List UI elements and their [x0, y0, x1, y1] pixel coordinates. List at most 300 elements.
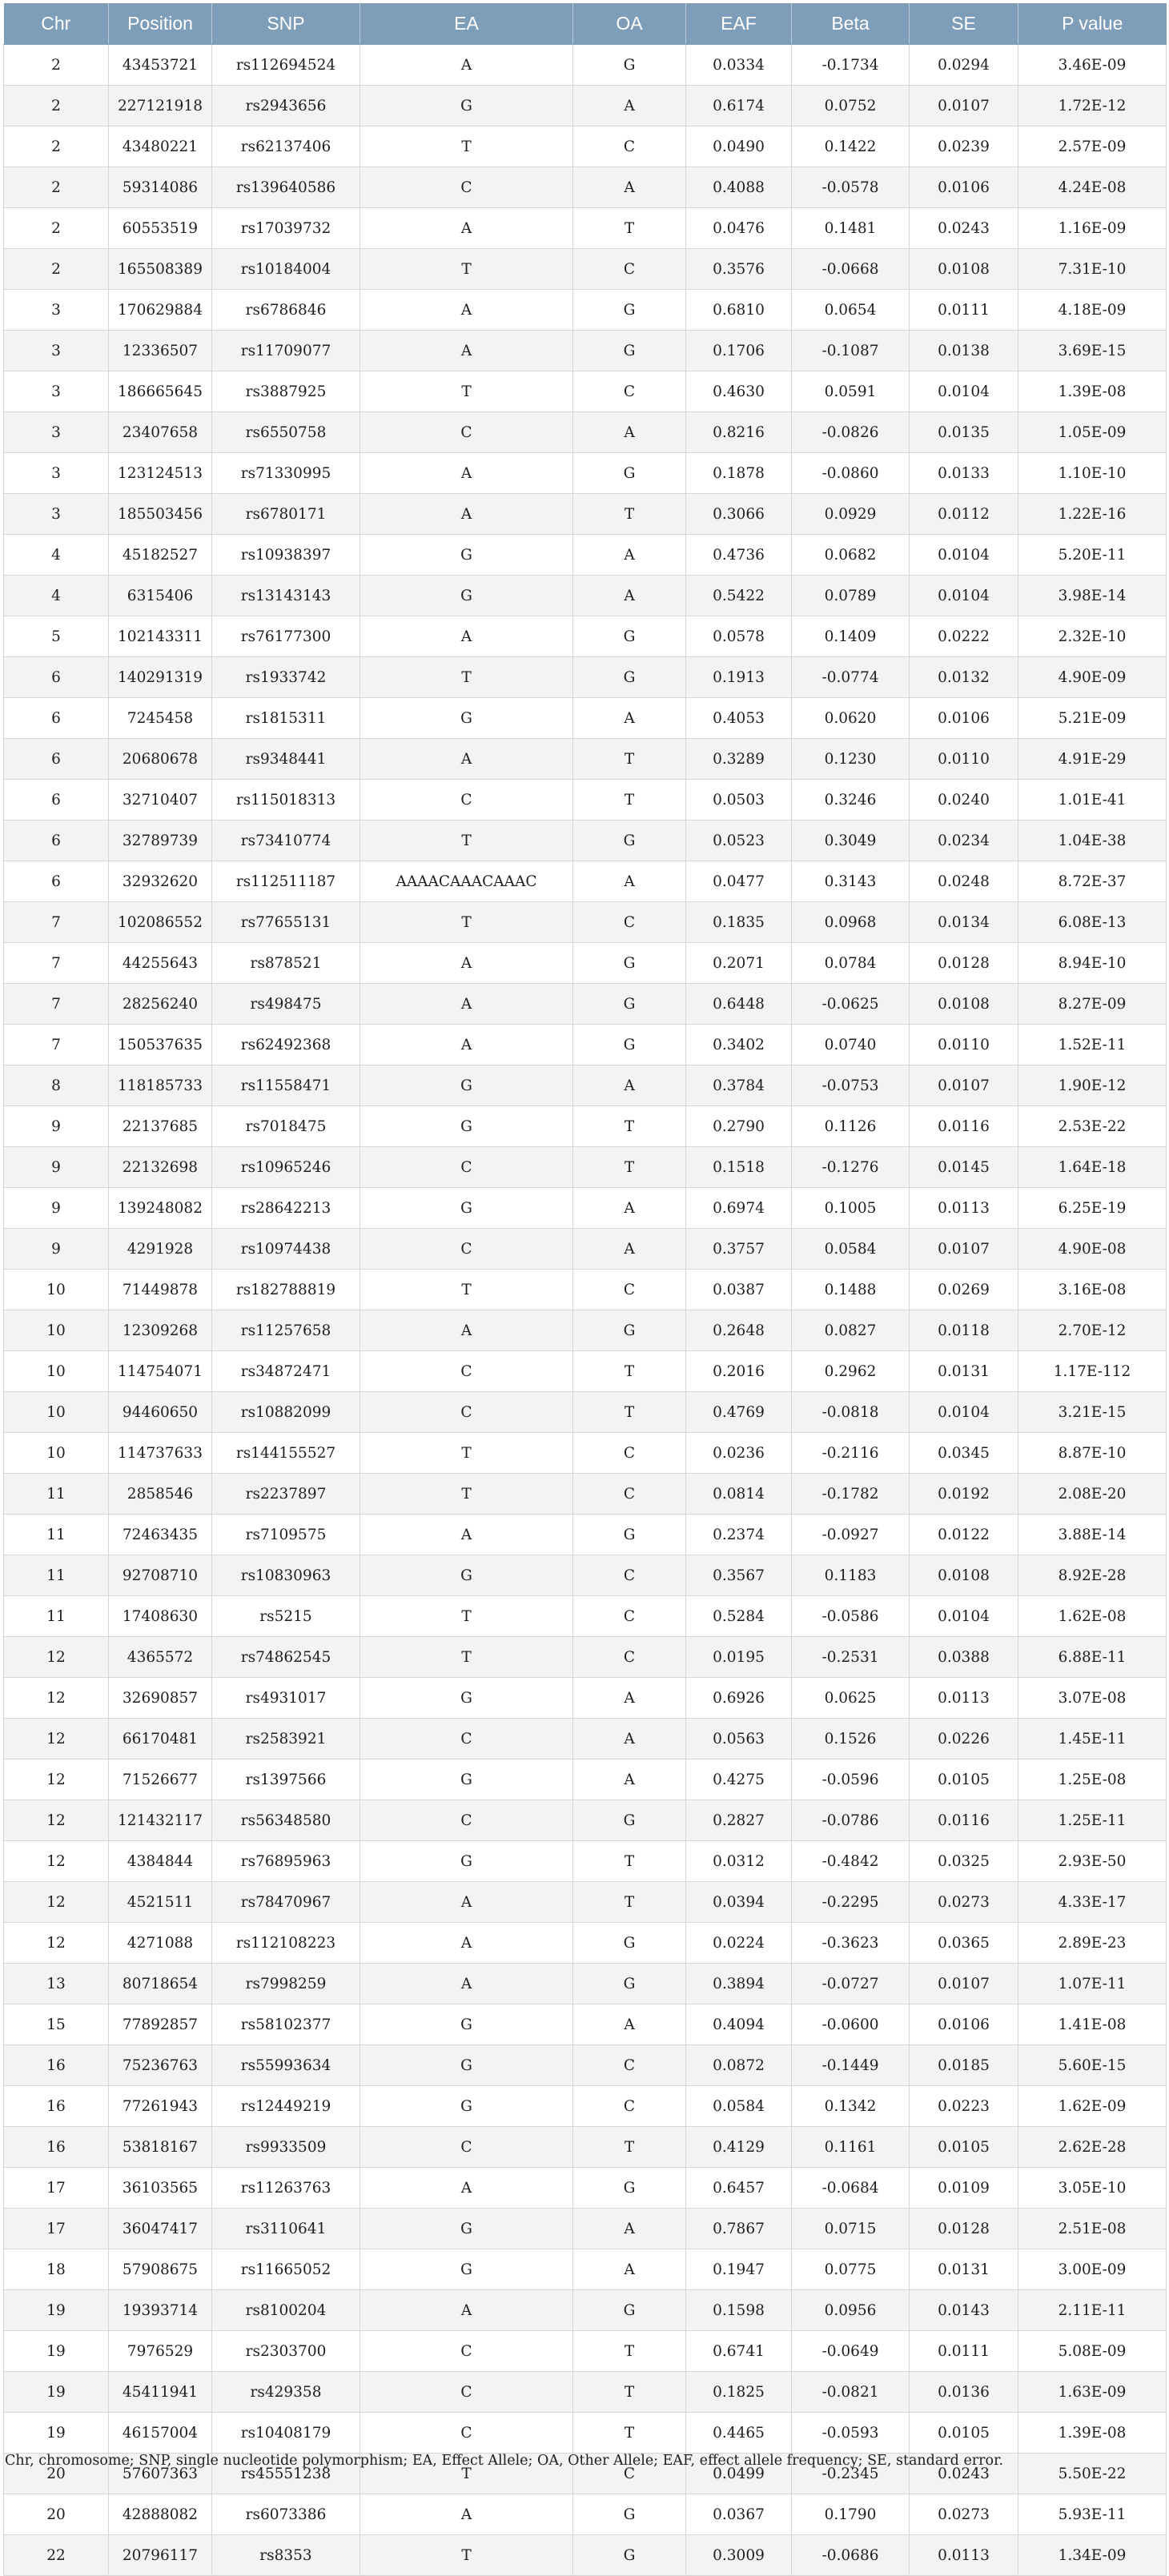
oa-cell: G: [573, 943, 686, 984]
oa-cell: G: [573, 1923, 686, 1964]
oa-cell: C: [573, 1596, 686, 1637]
beta-cell: -0.0593: [792, 2413, 910, 2454]
position-cell: 53818167: [109, 2127, 212, 2168]
ea-cell: G: [360, 1555, 573, 1596]
beta-cell: 0.1488: [792, 1270, 910, 1310]
chr-cell: 18: [4, 2249, 109, 2290]
eaf-cell: 0.3402: [686, 1025, 792, 1065]
position-cell: 32710407: [109, 780, 212, 821]
position-cell: 140291319: [109, 657, 212, 698]
p-value-cell: 8.27E-09: [1018, 984, 1167, 1025]
oa-cell: T: [573, 1392, 686, 1433]
p-value-cell: 3.98E-14: [1018, 576, 1167, 616]
oa-cell: G: [573, 45, 686, 86]
table-row: [4, 943, 1167, 984]
header-p-value: P value: [1018, 3, 1167, 45]
snp-cell: rs76177300: [212, 616, 360, 657]
position-cell: 22137685: [109, 1106, 212, 1147]
p-value-cell: 3.05E-10: [1018, 2168, 1167, 2209]
snp-cell: rs2583921: [212, 1719, 360, 1759]
p-value-cell: 1.62E-09: [1018, 2086, 1167, 2127]
eaf-cell: 0.4094: [686, 2004, 792, 2045]
eaf-cell: 0.0236: [686, 1433, 792, 1474]
position-cell: 4365572: [109, 1637, 212, 1678]
se-cell: 0.0269: [910, 1270, 1018, 1310]
eaf-cell: 0.2648: [686, 1310, 792, 1351]
chr-cell: 4: [4, 535, 109, 576]
se-cell: 0.0131: [910, 2249, 1018, 2290]
table-row: [4, 45, 1167, 86]
p-value-cell: 1.04E-38: [1018, 821, 1167, 861]
oa-cell: T: [573, 739, 686, 780]
beta-cell: -0.0596: [792, 1759, 910, 1800]
ea-cell: T: [360, 126, 573, 167]
snp-cell: rs112694524: [212, 45, 360, 86]
table-header: [4, 3, 1167, 45]
ea-cell: T: [360, 1637, 573, 1678]
oa-cell: A: [573, 861, 686, 902]
header-snp: SNP: [212, 3, 360, 45]
position-cell: 7245458: [109, 698, 212, 739]
se-cell: 0.0112: [910, 494, 1018, 535]
se-cell: 0.0134: [910, 902, 1018, 943]
table-row: [4, 1392, 1167, 1433]
beta-cell: -0.2116: [792, 1433, 910, 1474]
table-row: [4, 657, 1167, 698]
ea-cell: C: [360, 1147, 573, 1188]
position-cell: 170629884: [109, 290, 212, 331]
oa-cell: A: [573, 1719, 686, 1759]
table-row: [4, 2209, 1167, 2249]
ea-cell: A: [360, 739, 573, 780]
table-row: [4, 1678, 1167, 1719]
table-row: [4, 739, 1167, 780]
position-cell: 45182527: [109, 535, 212, 576]
se-cell: 0.0110: [910, 739, 1018, 780]
chr-cell: 20: [4, 2494, 109, 2535]
position-cell: 2858546: [109, 1474, 212, 1515]
oa-cell: G: [573, 1800, 686, 1841]
table-row: [4, 2004, 1167, 2045]
ea-cell: C: [360, 1800, 573, 1841]
p-value-cell: 1.05E-09: [1018, 412, 1167, 453]
position-cell: 121432117: [109, 1800, 212, 1841]
p-value-cell: 5.21E-09: [1018, 698, 1167, 739]
p-value-cell: 4.90E-09: [1018, 657, 1167, 698]
eaf-cell: 0.2016: [686, 1351, 792, 1392]
p-value-cell: 1.16E-09: [1018, 208, 1167, 249]
se-cell: 0.0365: [910, 1923, 1018, 1964]
eaf-cell: 0.5422: [686, 576, 792, 616]
snp-cell: rs45551238: [212, 2454, 360, 2494]
oa-cell: G: [573, 657, 686, 698]
eaf-cell: 0.3894: [686, 1964, 792, 2004]
chr-cell: 11: [4, 1596, 109, 1637]
table-row: [4, 290, 1167, 331]
chr-cell: 16: [4, 2086, 109, 2127]
beta-cell: 0.1183: [792, 1555, 910, 1596]
p-value-cell: 2.89E-23: [1018, 1923, 1167, 1964]
table-row: [4, 2331, 1167, 2372]
snp-cell: rs6786846: [212, 290, 360, 331]
oa-cell: A: [573, 2249, 686, 2290]
snp-cell: rs13143143: [212, 576, 360, 616]
oa-cell: T: [573, 1147, 686, 1188]
position-cell: 185503456: [109, 494, 212, 535]
oa-cell: G: [573, 1964, 686, 2004]
snp-cell: rs2237897: [212, 1474, 360, 1515]
chr-cell: 19: [4, 2372, 109, 2413]
ea-cell: A: [360, 1882, 573, 1923]
oa-cell: A: [573, 412, 686, 453]
p-value-cell: 5.50E-22: [1018, 2454, 1167, 2494]
snp-cell: rs115018313: [212, 780, 360, 821]
chr-cell: 2: [4, 86, 109, 126]
header-position: Position: [109, 3, 212, 45]
table-row: [4, 1433, 1167, 1474]
chr-cell: 11: [4, 1474, 109, 1515]
oa-cell: T: [573, 780, 686, 821]
eaf-cell: 0.2790: [686, 1106, 792, 1147]
table-row: [4, 535, 1167, 576]
se-cell: 0.0273: [910, 2494, 1018, 2535]
eaf-cell: 0.6741: [686, 2331, 792, 2372]
position-cell: 22132698: [109, 1147, 212, 1188]
eaf-cell: 0.3289: [686, 739, 792, 780]
eaf-cell: 0.0814: [686, 1474, 792, 1515]
ea-cell: G: [360, 1759, 573, 1800]
beta-cell: 0.0584: [792, 1229, 910, 1270]
beta-cell: -0.0786: [792, 1800, 910, 1841]
position-cell: 123124513: [109, 453, 212, 494]
ea-cell: G: [360, 86, 573, 126]
beta-cell: 0.3049: [792, 821, 910, 861]
snp-cell: rs11558471: [212, 1065, 360, 1106]
beta-cell: -0.0927: [792, 1515, 910, 1555]
snp-cell: rs62137406: [212, 126, 360, 167]
ea-cell: C: [360, 2413, 573, 2454]
p-value-cell: 2.51E-08: [1018, 2209, 1167, 2249]
chr-cell: 16: [4, 2127, 109, 2168]
snp-cell: rs2303700: [212, 2331, 360, 2372]
oa-cell: T: [573, 494, 686, 535]
p-value-cell: 2.93E-50: [1018, 1841, 1167, 1882]
snp-cell: rs139640586: [212, 167, 360, 208]
p-value-cell: 4.33E-17: [1018, 1882, 1167, 1923]
ea-cell: G: [360, 2004, 573, 2045]
position-cell: 114754071: [109, 1351, 212, 1392]
p-value-cell: 1.45E-11: [1018, 1719, 1167, 1759]
se-cell: 0.0107: [910, 1065, 1018, 1106]
table-row: [4, 2494, 1167, 2535]
beta-cell: 0.0968: [792, 902, 910, 943]
beta-cell: 0.1409: [792, 616, 910, 657]
eaf-cell: 0.6457: [686, 2168, 792, 2209]
eaf-cell: 0.6974: [686, 1188, 792, 1229]
chr-cell: 12: [4, 1759, 109, 1800]
table-row: [4, 1555, 1167, 1596]
eaf-cell: 0.2827: [686, 1800, 792, 1841]
ea-cell: A: [360, 943, 573, 984]
oa-cell: C: [573, 126, 686, 167]
chr-cell: 10: [4, 1270, 109, 1310]
chr-cell: 2: [4, 249, 109, 290]
beta-cell: 0.0929: [792, 494, 910, 535]
snp-cell: rs9348441: [212, 739, 360, 780]
ea-cell: G: [360, 2086, 573, 2127]
beta-cell: 0.1005: [792, 1188, 910, 1229]
se-cell: 0.0113: [910, 2535, 1018, 2576]
se-cell: 0.0109: [910, 2168, 1018, 2209]
eaf-cell: 0.0503: [686, 780, 792, 821]
se-cell: 0.0135: [910, 412, 1018, 453]
chr-cell: 17: [4, 2168, 109, 2209]
eaf-cell: 0.4736: [686, 535, 792, 576]
beta-cell: 0.0740: [792, 1025, 910, 1065]
beta-cell: -0.1734: [792, 45, 910, 86]
oa-cell: A: [573, 698, 686, 739]
chr-cell: 3: [4, 290, 109, 331]
position-cell: 92708710: [109, 1555, 212, 1596]
snp-cell: rs8353: [212, 2535, 360, 2576]
ea-cell: C: [360, 1719, 573, 1759]
ea-cell: T: [360, 1433, 573, 1474]
p-value-cell: 7.31E-10: [1018, 249, 1167, 290]
p-value-cell: 5.08E-09: [1018, 2331, 1167, 2372]
eaf-cell: 0.6926: [686, 1678, 792, 1719]
p-value-cell: 1.52E-11: [1018, 1025, 1167, 1065]
eaf-cell: 0.1706: [686, 331, 792, 371]
table-row: [4, 2086, 1167, 2127]
beta-cell: -0.0684: [792, 2168, 910, 2209]
eaf-cell: 0.4088: [686, 167, 792, 208]
snp-cell: rs10408179: [212, 2413, 360, 2454]
table-row: [4, 1882, 1167, 1923]
snp-cell: rs878521: [212, 943, 360, 984]
snp-cell: rs112108223: [212, 1923, 360, 1964]
p-value-cell: 1.90E-12: [1018, 1065, 1167, 1106]
ea-cell: G: [360, 1188, 573, 1229]
se-cell: 0.0104: [910, 1392, 1018, 1433]
se-cell: 0.0104: [910, 1596, 1018, 1637]
chr-cell: 15: [4, 2004, 109, 2045]
ea-cell: A: [360, 290, 573, 331]
chr-cell: 10: [4, 1433, 109, 1474]
position-cell: 77892857: [109, 2004, 212, 2045]
chr-cell: 13: [4, 1964, 109, 2004]
beta-cell: -0.1782: [792, 1474, 910, 1515]
beta-cell: 0.0827: [792, 1310, 910, 1351]
eaf-cell: 0.0334: [686, 45, 792, 86]
chr-cell: 6: [4, 698, 109, 739]
snp-cell: rs11709077: [212, 331, 360, 371]
oa-cell: A: [573, 167, 686, 208]
snp-cell: rs1933742: [212, 657, 360, 698]
chr-cell: 19: [4, 2290, 109, 2331]
p-value-cell: 6.25E-19: [1018, 1188, 1167, 1229]
position-cell: 23407658: [109, 412, 212, 453]
beta-cell: 0.0654: [792, 290, 910, 331]
eaf-cell: 0.3567: [686, 1555, 792, 1596]
eaf-cell: 0.2374: [686, 1515, 792, 1555]
position-cell: 227121918: [109, 86, 212, 126]
chr-cell: 20: [4, 2454, 109, 2494]
beta-cell: 0.1230: [792, 739, 910, 780]
snp-cell: rs7998259: [212, 1964, 360, 2004]
ea-cell: A: [360, 331, 573, 371]
ea-cell: C: [360, 1392, 573, 1433]
ea-cell: G: [360, 2045, 573, 2086]
beta-cell: -0.2345: [792, 2454, 910, 2494]
p-value-cell: 1.22E-16: [1018, 494, 1167, 535]
se-cell: 0.0240: [910, 780, 1018, 821]
chr-cell: 12: [4, 1637, 109, 1678]
se-cell: 0.0106: [910, 2004, 1018, 2045]
position-cell: 72463435: [109, 1515, 212, 1555]
p-value-cell: 1.72E-12: [1018, 86, 1167, 126]
table-footnote: Chr, chromosome; SNP, single nucleotide polymorphism; EA, Effect Allele; OA, Other Allele; EAF, effect allele frequency; SE, standard error.: [5, 2453, 1004, 2469]
ea-cell: A: [360, 2494, 573, 2535]
oa-cell: T: [573, 1106, 686, 1147]
header-eaf: EAF: [686, 3, 792, 45]
beta-cell: -0.0727: [792, 1964, 910, 2004]
se-cell: 0.0273: [910, 1882, 1018, 1923]
ea-cell: G: [360, 1678, 573, 1719]
p-value-cell: 4.18E-09: [1018, 290, 1167, 331]
oa-cell: A: [573, 86, 686, 126]
position-cell: 94460650: [109, 1392, 212, 1433]
eaf-cell: 0.3757: [686, 1229, 792, 1270]
eaf-cell: 0.0224: [686, 1923, 792, 1964]
oa-cell: T: [573, 208, 686, 249]
p-value-cell: 3.21E-15: [1018, 1392, 1167, 1433]
table-row: [4, 2249, 1167, 2290]
oa-cell: A: [573, 2209, 686, 2249]
snp-cell: rs58102377: [212, 2004, 360, 2045]
chr-cell: 2: [4, 167, 109, 208]
beta-cell: -0.0649: [792, 2331, 910, 2372]
ea-cell: C: [360, 1229, 573, 1270]
oa-cell: C: [573, 2454, 686, 2494]
eaf-cell: 0.0563: [686, 1719, 792, 1759]
p-value-cell: 3.69E-15: [1018, 331, 1167, 371]
table-row: [4, 208, 1167, 249]
snp-cell: rs56348580: [212, 1800, 360, 1841]
chr-cell: 7: [4, 984, 109, 1025]
p-value-cell: 2.70E-12: [1018, 1310, 1167, 1351]
eaf-cell: 0.6810: [686, 290, 792, 331]
ea-cell: G: [360, 2209, 573, 2249]
chr-cell: 3: [4, 494, 109, 535]
eaf-cell: 0.4769: [686, 1392, 792, 1433]
chr-cell: 3: [4, 412, 109, 453]
chr-cell: 5: [4, 616, 109, 657]
ea-cell: G: [360, 2249, 573, 2290]
snp-cell: rs182788819: [212, 1270, 360, 1310]
eaf-cell: 0.0387: [686, 1270, 792, 1310]
beta-cell: 0.0789: [792, 576, 910, 616]
p-value-cell: 2.62E-28: [1018, 2127, 1167, 2168]
eaf-cell: 0.0394: [686, 1882, 792, 1923]
table-row: [4, 1637, 1167, 1678]
position-cell: 150537635: [109, 1025, 212, 1065]
snp-cell: rs10965246: [212, 1147, 360, 1188]
chr-cell: 6: [4, 821, 109, 861]
position-cell: 12336507: [109, 331, 212, 371]
header-row: [4, 3, 1167, 45]
chr-cell: 9: [4, 1229, 109, 1270]
position-cell: 19393714: [109, 2290, 212, 2331]
position-cell: 4384844: [109, 1841, 212, 1882]
position-cell: 43453721: [109, 45, 212, 86]
beta-cell: 0.2962: [792, 1351, 910, 1392]
position-cell: 45411941: [109, 2372, 212, 2413]
chr-cell: 6: [4, 657, 109, 698]
table-row: [4, 1719, 1167, 1759]
position-cell: 66170481: [109, 1719, 212, 1759]
se-cell: 0.0143: [910, 2290, 1018, 2331]
table-row: [4, 167, 1167, 208]
oa-cell: T: [573, 1841, 686, 1882]
snp-cell: rs8100204: [212, 2290, 360, 2331]
snp-cell: rs112511187: [212, 861, 360, 902]
snp-cell: rs6073386: [212, 2494, 360, 2535]
se-cell: 0.0294: [910, 45, 1018, 86]
chr-cell: 6: [4, 861, 109, 902]
p-value-cell: 1.39E-08: [1018, 2413, 1167, 2454]
snp-cell: rs10938397: [212, 535, 360, 576]
eaf-cell: 0.1598: [686, 2290, 792, 2331]
p-value-cell: 3.16E-08: [1018, 1270, 1167, 1310]
beta-cell: -0.0686: [792, 2535, 910, 2576]
snp-cell: rs144155527: [212, 1433, 360, 1474]
beta-cell: -0.0818: [792, 1392, 910, 1433]
table-row: [4, 2372, 1167, 2413]
oa-cell: A: [573, 1229, 686, 1270]
position-cell: 7976529: [109, 2331, 212, 2372]
ea-cell: A: [360, 2290, 573, 2331]
position-cell: 4271088: [109, 1923, 212, 1964]
oa-cell: A: [573, 576, 686, 616]
p-value-cell: 1.17E-112: [1018, 1351, 1167, 1392]
chr-cell: 16: [4, 2045, 109, 2086]
table-row: [4, 576, 1167, 616]
ea-cell: T: [360, 1270, 573, 1310]
snp-cell: rs10974438: [212, 1229, 360, 1270]
chr-cell: 4: [4, 576, 109, 616]
table-row: [4, 1759, 1167, 1800]
position-cell: 36047417: [109, 2209, 212, 2249]
beta-cell: -0.1276: [792, 1147, 910, 1188]
ea-cell: C: [360, 1351, 573, 1392]
table-row: [4, 1188, 1167, 1229]
table-row: [4, 1065, 1167, 1106]
oa-cell: G: [573, 984, 686, 1025]
table-row: [4, 1229, 1167, 1270]
se-cell: 0.0325: [910, 1841, 1018, 1882]
beta-cell: 0.1422: [792, 126, 910, 167]
table-row: [4, 780, 1167, 821]
eaf-cell: 0.1878: [686, 453, 792, 494]
ea-cell: G: [360, 1065, 573, 1106]
chr-cell: 2: [4, 126, 109, 167]
ea-cell: T: [360, 1596, 573, 1637]
table-row: [4, 1351, 1167, 1392]
chr-cell: 7: [4, 902, 109, 943]
chr-cell: 6: [4, 780, 109, 821]
chr-cell: 17: [4, 2209, 109, 2249]
snp-cell: rs3887925: [212, 371, 360, 412]
